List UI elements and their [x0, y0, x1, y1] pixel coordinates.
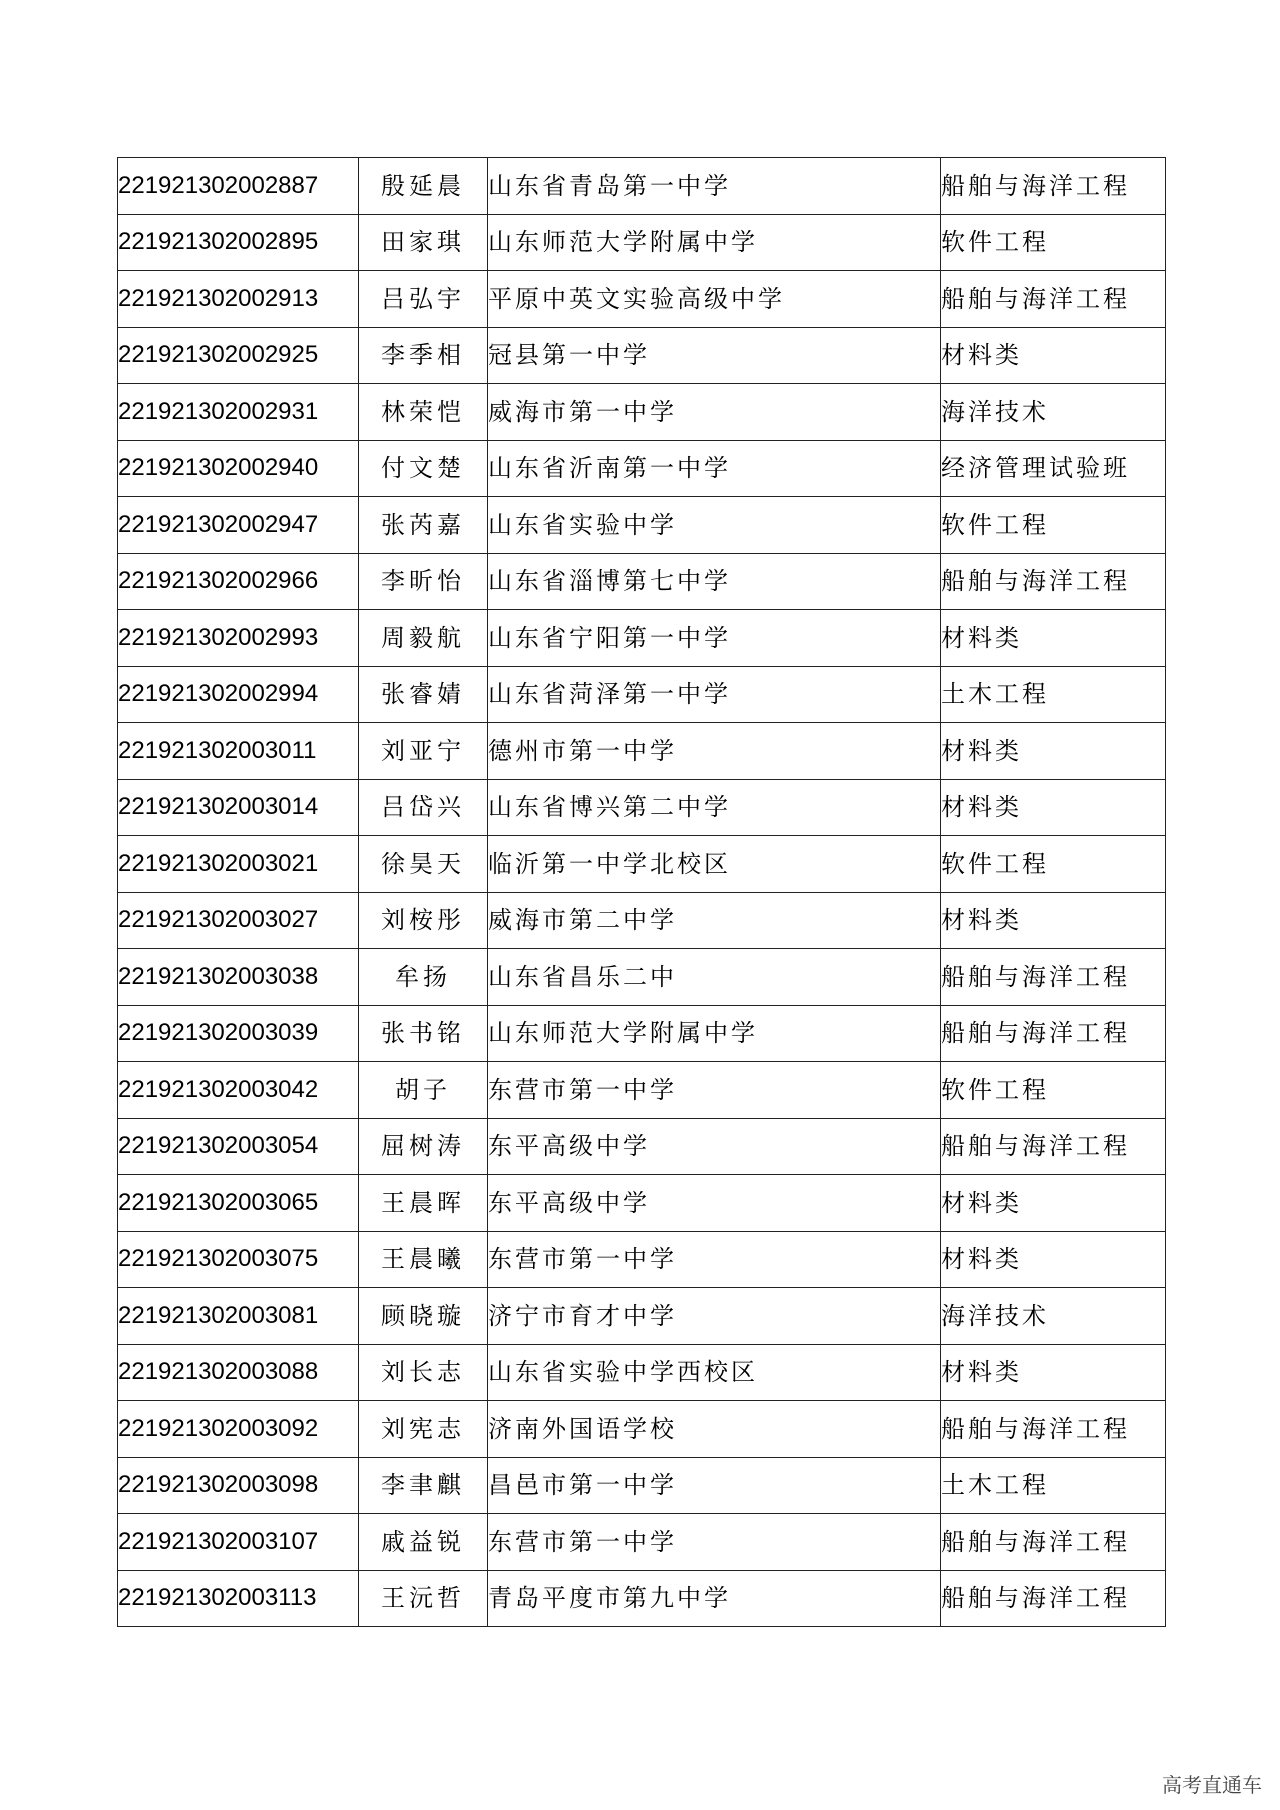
cell-student-id: 221921302002895: [118, 214, 359, 271]
cell-student-name: 李聿麒: [359, 1457, 488, 1514]
cell-major: 软件工程: [941, 214, 1166, 271]
table-row: [118, 1344, 1166, 1401]
cell-high-school: 东平高级中学: [488, 1118, 941, 1175]
cell-student-name: 林荣恺: [359, 384, 488, 441]
table-row: [118, 1118, 1166, 1175]
table-row: [118, 836, 1166, 893]
cell-major: 材料类: [941, 1344, 1166, 1401]
cell-student-name: 牟扬: [359, 949, 488, 1006]
cell-student-name: 王晨曦: [359, 1231, 488, 1288]
cell-student-name: 刘宪志: [359, 1401, 488, 1458]
roster-table-body: [118, 158, 1166, 1627]
cell-high-school: 山东省博兴第二中学: [488, 779, 941, 836]
cell-student-name: 殷延晨: [359, 158, 488, 215]
cell-student-id: 221921302003021: [118, 836, 359, 893]
table-row: [118, 271, 1166, 328]
table-row: [118, 949, 1166, 1006]
table-row: [118, 1401, 1166, 1458]
cell-student-id: 221921302002994: [118, 666, 359, 723]
cell-major: 船舶与海洋工程: [941, 553, 1166, 610]
table-row: [118, 1457, 1166, 1514]
cell-major: 软件工程: [941, 1062, 1166, 1119]
cell-student-name: 张芮嘉: [359, 497, 488, 554]
cell-student-name: 顾晓璇: [359, 1288, 488, 1345]
table-row: [118, 327, 1166, 384]
cell-high-school: 山东省青岛第一中学: [488, 158, 941, 215]
table-row: [118, 779, 1166, 836]
cell-major: 软件工程: [941, 497, 1166, 554]
cell-student-name: 周毅航: [359, 610, 488, 667]
cell-high-school: 山东师范大学附属中学: [488, 1005, 941, 1062]
table-row: [118, 214, 1166, 271]
table-row: [118, 497, 1166, 554]
table-row: [118, 1231, 1166, 1288]
cell-student-name: 吕弘宇: [359, 271, 488, 328]
cell-high-school: 山东省菏泽第一中学: [488, 666, 941, 723]
cell-high-school: 青岛平度市第九中学: [488, 1570, 941, 1627]
cell-high-school: 山东省淄博第七中学: [488, 553, 941, 610]
cell-student-name: 张书铭: [359, 1005, 488, 1062]
cell-high-school: 山东省实验中学西校区: [488, 1344, 941, 1401]
table-row: [118, 723, 1166, 780]
cell-student-name: 刘亚宁: [359, 723, 488, 780]
table-row: [118, 892, 1166, 949]
cell-student-id: 221921302003011: [118, 723, 359, 780]
cell-student-name: 田家琪: [359, 214, 488, 271]
cell-student-name: 王沅哲: [359, 1570, 488, 1627]
cell-major: 土木工程: [941, 1457, 1166, 1514]
cell-student-id: 221921302003054: [118, 1118, 359, 1175]
cell-major: 船舶与海洋工程: [941, 949, 1166, 1006]
table-row: [118, 158, 1166, 215]
cell-high-school: 威海市第二中学: [488, 892, 941, 949]
cell-high-school: 昌邑市第一中学: [488, 1457, 941, 1514]
table-row: [118, 1062, 1166, 1119]
table-row: [118, 610, 1166, 667]
cell-student-id: 221921302003075: [118, 1231, 359, 1288]
cell-student-id: 221921302003081: [118, 1288, 359, 1345]
table-row: [118, 1514, 1166, 1571]
cell-student-name: 刘长志: [359, 1344, 488, 1401]
cell-student-id: 221921302003088: [118, 1344, 359, 1401]
table-row: [118, 666, 1166, 723]
cell-student-id: 221921302002966: [118, 553, 359, 610]
cell-student-id: 221921302002947: [118, 497, 359, 554]
cell-major: 船舶与海洋工程: [941, 1570, 1166, 1627]
cell-major: 土木工程: [941, 666, 1166, 723]
cell-student-name: 付文楚: [359, 440, 488, 497]
cell-high-school: 东平高级中学: [488, 1175, 941, 1232]
cell-major: 经济管理试验班: [941, 440, 1166, 497]
cell-high-school: 东营市第一中学: [488, 1231, 941, 1288]
cell-high-school: 山东师范大学附属中学: [488, 214, 941, 271]
cell-major: 船舶与海洋工程: [941, 271, 1166, 328]
table-row: [118, 1175, 1166, 1232]
cell-student-id: 221921302002993: [118, 610, 359, 667]
cell-major: 材料类: [941, 610, 1166, 667]
cell-high-school: 东营市第一中学: [488, 1514, 941, 1571]
cell-student-id: 221921302003107: [118, 1514, 359, 1571]
cell-major: 海洋技术: [941, 384, 1166, 441]
cell-student-id: 221921302002887: [118, 158, 359, 215]
cell-high-school: 东营市第一中学: [488, 1062, 941, 1119]
cell-student-id: 221921302003092: [118, 1401, 359, 1458]
cell-high-school: 济南外国语学校: [488, 1401, 941, 1458]
cell-major: 材料类: [941, 779, 1166, 836]
cell-high-school: 山东省沂南第一中学: [488, 440, 941, 497]
cell-student-id: 221921302003014: [118, 779, 359, 836]
cell-high-school: 临沂第一中学北校区: [488, 836, 941, 893]
cell-major: 海洋技术: [941, 1288, 1166, 1345]
cell-major: 材料类: [941, 723, 1166, 780]
cell-major: 船舶与海洋工程: [941, 1401, 1166, 1458]
cell-major: 材料类: [941, 1231, 1166, 1288]
cell-major: 材料类: [941, 1175, 1166, 1232]
cell-student-id: 221921302003042: [118, 1062, 359, 1119]
watermark-text: 高考直通车: [1162, 1773, 1262, 1797]
table-row: [118, 440, 1166, 497]
cell-student-id: 221921302002913: [118, 271, 359, 328]
cell-high-school: 山东省昌乐二中: [488, 949, 941, 1006]
cell-major: 船舶与海洋工程: [941, 1005, 1166, 1062]
cell-student-name: 吕岱兴: [359, 779, 488, 836]
cell-high-school: 山东省宁阳第一中学: [488, 610, 941, 667]
cell-major: 船舶与海洋工程: [941, 1118, 1166, 1175]
cell-student-id: 221921302003038: [118, 949, 359, 1006]
cell-student-name: 王晨晖: [359, 1175, 488, 1232]
cell-student-name: 胡子: [359, 1062, 488, 1119]
cell-high-school: 济宁市育才中学: [488, 1288, 941, 1345]
cell-high-school: 德州市第一中学: [488, 723, 941, 780]
cell-student-name: 戚益锐: [359, 1514, 488, 1571]
cell-high-school: 山东省实验中学: [488, 497, 941, 554]
cell-high-school: 冠县第一中学: [488, 327, 941, 384]
table-row: [118, 1570, 1166, 1627]
table-row: [118, 384, 1166, 441]
cell-student-id: 221921302003065: [118, 1175, 359, 1232]
cell-major: 软件工程: [941, 836, 1166, 893]
cell-student-id: 221921302003113: [118, 1570, 359, 1627]
cell-student-id: 221921302003039: [118, 1005, 359, 1062]
admission-roster-table: [117, 157, 1166, 1627]
cell-student-name: 屈树涛: [359, 1118, 488, 1175]
cell-high-school: 平原中英文实验高级中学: [488, 271, 941, 328]
cell-student-id: 221921302002931: [118, 384, 359, 441]
cell-student-name: 刘桉彤: [359, 892, 488, 949]
cell-student-name: 张睿婧: [359, 666, 488, 723]
cell-major: 船舶与海洋工程: [941, 1514, 1166, 1571]
cell-student-name: 徐昊天: [359, 836, 488, 893]
cell-major: 船舶与海洋工程: [941, 158, 1166, 215]
table-row: [118, 1288, 1166, 1345]
cell-student-name: 李季相: [359, 327, 488, 384]
cell-student-id: 221921302003027: [118, 892, 359, 949]
cell-student-id: 221921302002940: [118, 440, 359, 497]
cell-student-name: 李昕怡: [359, 553, 488, 610]
cell-high-school: 威海市第一中学: [488, 384, 941, 441]
table-row: [118, 1005, 1166, 1062]
cell-student-id: 221921302003098: [118, 1457, 359, 1514]
cell-major: 材料类: [941, 327, 1166, 384]
table-row: [118, 553, 1166, 610]
cell-student-id: 221921302002925: [118, 327, 359, 384]
cell-major: 材料类: [941, 892, 1166, 949]
